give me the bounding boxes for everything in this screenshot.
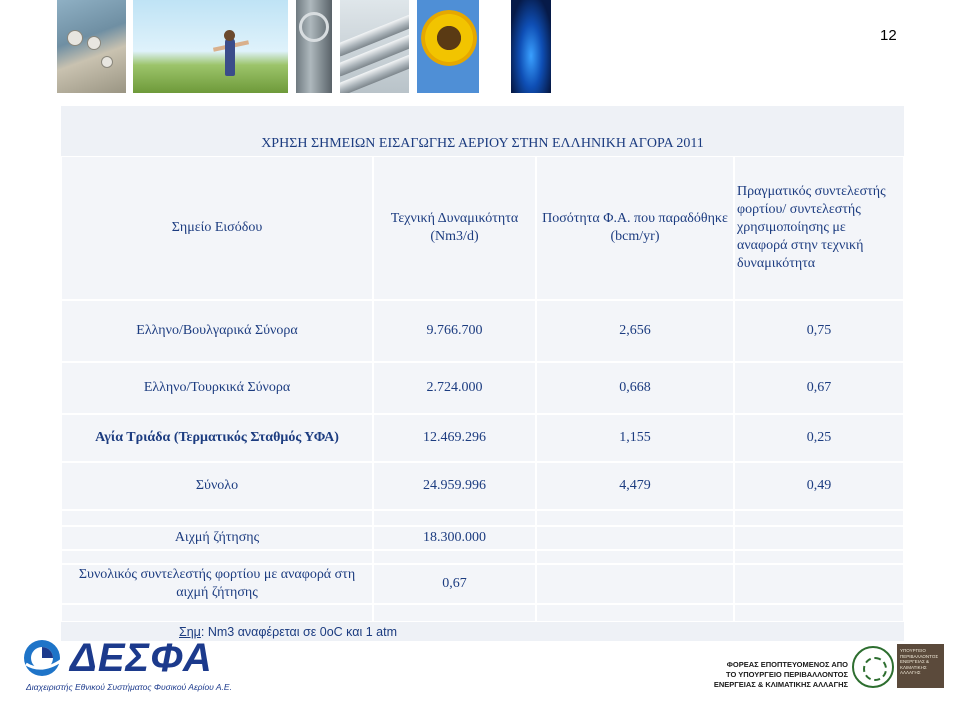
row-quantity: 0,668 (536, 362, 734, 414)
ministry-name-box: ΥΠΟΥΡΓΕΙΟ ΠΕΡΙΒΑΛΛΟΝΤΟΣ ΕΝΕΡΓΕΙΑΣ & ΚΛΙΜΑΤΙΚΗΣ ΑΛΛΑΓΗΣ (897, 644, 944, 688)
spacer-cell (536, 604, 734, 622)
empty-cell (734, 526, 904, 550)
peak-load-factor-value: 0,67 (373, 564, 536, 604)
note-prefix: Σημ (179, 625, 201, 639)
ministry-supervision-text: ΦΟΡΕΑΣ ΕΠΟΠΤΕΥΟΜΕΝΟΣ ΑΠΟ ΤΟ ΥΠΟΥΡΓΕΙΟ ΠΕΡΙΒΑΛΛΟΝΤΟΣ ΕΝΕΡΓΕΙΑΣ & ΚΛΙΜΑΤΙΚΗΣ ΑΛΛΑΓΗΣ (713, 660, 848, 689)
spacer-cell (373, 550, 536, 564)
desfa-wordmark: ΔΕΣΦΑ (70, 636, 213, 680)
row-capacity: 12.469.296 (373, 414, 536, 462)
peak-load-factor-label: Συνολικός συντελεστής φορτίου με αναφορά στη αιχμή ζήτησης (61, 564, 373, 604)
total-label: Σύνολο (61, 462, 373, 510)
spacer-cell (61, 510, 373, 526)
peak-demand-label: Αιχμή ζήτησης (61, 526, 373, 550)
spacer-cell (536, 550, 734, 564)
desfa-logo (22, 636, 242, 696)
note-text: : Nm3 αναφέρεται σε 0oC και 1 atm (200, 625, 398, 639)
empty-cell (536, 526, 734, 550)
empty-cell (536, 564, 734, 604)
header-entry-point: Σημείο Εισόδου (61, 156, 373, 300)
spacer-cell (536, 510, 734, 526)
row-capacity: 2.724.000 (373, 362, 536, 414)
spacer-cell (373, 604, 536, 622)
row-quantity: 2,656 (536, 300, 734, 362)
row-load-factor: 0,25 (734, 414, 904, 462)
spacer-cell (734, 510, 904, 526)
desfa-emblem-icon (22, 638, 68, 678)
row-quantity: 1,155 (536, 414, 734, 462)
total-quantity: 4,479 (536, 462, 734, 510)
row-load-factor: 0,75 (734, 300, 904, 362)
row-entry-point: Αγία Τριάδα (Τερματικός Σταθμός ΥΦΑ) (61, 414, 373, 462)
header-quantity-delivered: Ποσότητα Φ.Α. που παραδόθηκε (bcm/yr) (536, 156, 734, 300)
sunflower-photo (417, 0, 479, 93)
row-load-factor: 0,67 (734, 362, 904, 414)
page-number: 12 (880, 27, 897, 44)
ministry-emblem-icon (852, 646, 894, 688)
valve-wheel-photo (296, 0, 332, 93)
spacer-cell (734, 550, 904, 564)
header-photo-strip (57, 0, 551, 93)
gas-entry-points-table (61, 106, 904, 641)
pipelines-photo (340, 0, 409, 93)
header-load-factor: Πραγματικός συντελεστής φορτίου/ συντελεστής χρησιμοποίησης με αναφορά στην τεχνική δυναμικότητα (734, 156, 904, 300)
total-capacity: 24.959.996 (373, 462, 536, 510)
row-capacity: 9.766.700 (373, 300, 536, 362)
header-technical-capacity: Τεχνική Δυναμικότητα (Nm3/d) (373, 156, 536, 300)
girl-in-field-photo (133, 0, 288, 93)
total-load-factor: 0,49 (734, 462, 904, 510)
aerial-lng-terminal-photo (57, 0, 126, 93)
row-entry-point: Ελληνο/Τουρκικά Σύνορα (61, 362, 373, 414)
table-title: ΧΡΗΣΗ ΣΗΜΕΙΩΝ ΕΙΣΑΓΩΓΗΣ ΑΕΡΙΟΥ ΣΤΗΝ ΕΛΛΗΝΙΚΗ ΑΓΟΡΑ 2011 (61, 106, 904, 156)
empty-cell (734, 564, 904, 604)
peak-demand-value: 18.300.000 (373, 526, 536, 550)
spacer-cell (734, 604, 904, 622)
spacer-cell (373, 510, 536, 526)
gas-flame-photo (511, 0, 551, 93)
spacer-cell (61, 604, 373, 622)
spacer-cell (61, 550, 373, 564)
row-entry-point: Ελληνο/Βουλγαρικά Σύνορα (61, 300, 373, 362)
desfa-subtitle: Διαχειριστής Εθνικού Συστήματος Φυσικού Αερίου Α.Ε. (26, 682, 232, 692)
